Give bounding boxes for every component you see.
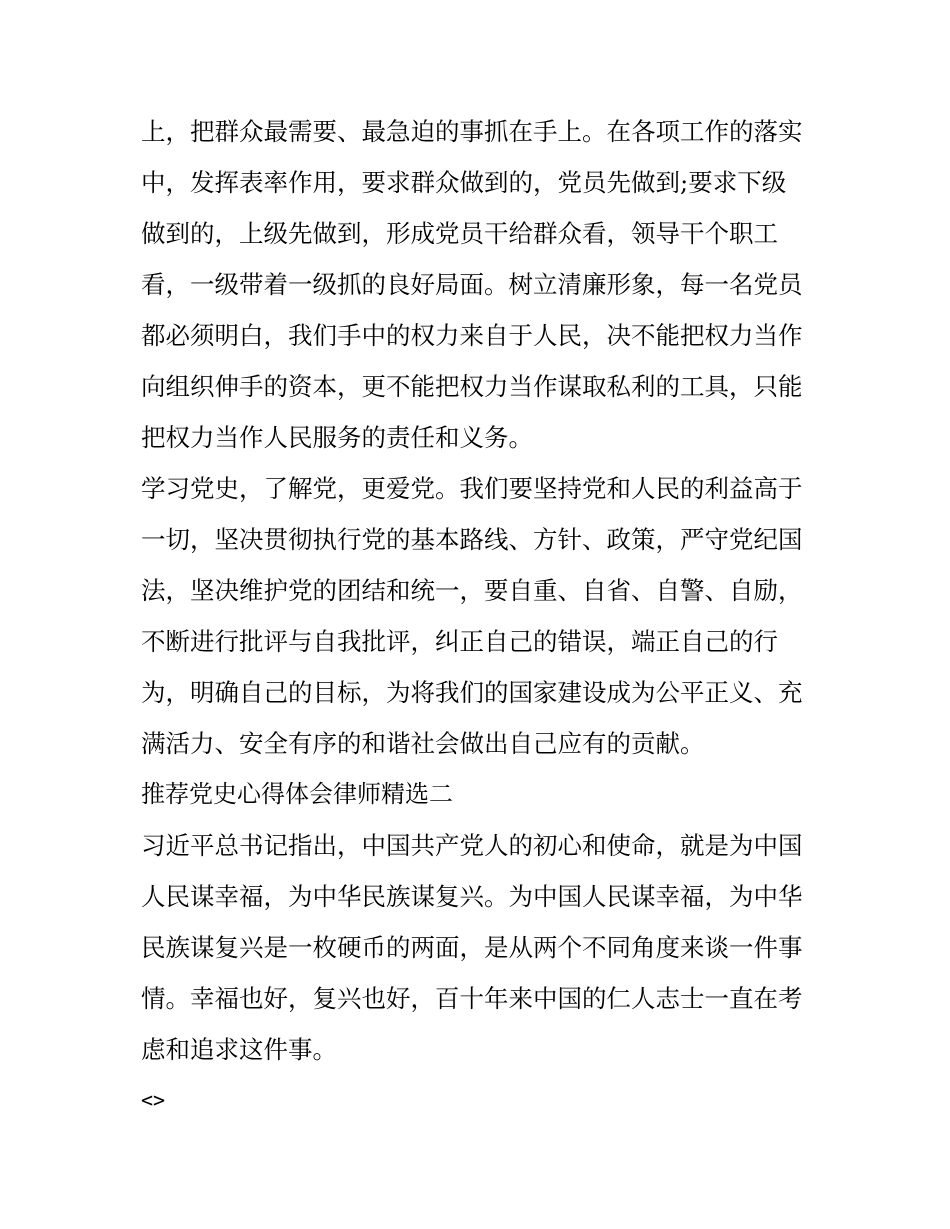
paragraph-line: 向组织伸手的资本，更不能把权力当作谋取私利的工具，只能 (141, 372, 803, 401)
paragraph-line: 法，坚决维护党的团结和统一，要自重、自省、自警、自励， (141, 576, 803, 605)
paragraph-line: 上，把群众最需要、最急迫的事抓在手上。在各项工作的落实 (141, 117, 803, 146)
paragraph-line: 人民谋幸福，为中华民族谋复兴。为中国人民谋幸福，为中华 (141, 882, 803, 911)
paragraph-line: 满活力、安全有序的和谐社会做出自己应有的贡献。 (141, 729, 705, 758)
paragraph-line: 做到的，上级先做到，形成党员干给群众看，领导干个职工 (141, 219, 778, 248)
paragraph-line: 虑和追求这件事。 (141, 1035, 337, 1064)
paragraph-line: 中，发挥表率作用，要求群众做到的，党员先做到;要求下级 (141, 168, 787, 197)
paragraph-line: 学习党史，了解党，更爱党。我们要坚持党和人民的利益高于 (141, 474, 803, 503)
section-heading: 推荐党史心得体会律师精选二 (141, 780, 453, 808)
paragraph-line: 习近平总书记指出，中国共产党人的初心和使命，就是为中国 (141, 831, 803, 860)
paragraph-line: 都必须明白，我们手中的权力来自于人民，决不能把权力当作 (141, 321, 803, 350)
paragraph-line: 为，明确自己的目标，为将我们的国家建设成为公平正义、充 (141, 678, 803, 707)
paragraph-line: 把权力当作人民服务的责任和义务。 (141, 423, 533, 452)
paragraph-line: 不断进行批评与自我批评，纠正自己的错误，端正自己的行 (141, 627, 778, 656)
paragraph-line: 看，一级带着一级抓的良好局面。树立清廉形象，每一名党员 (141, 270, 803, 299)
document-body (141, 106, 811, 1126)
paragraph-line: 民族谋复兴是一枚硬币的两面，是从两个不同角度来谈一件事 (141, 933, 803, 962)
paragraph-line: 一切，坚决贯彻执行党的基本路线、方针、政策，严守党纪国 (141, 525, 803, 554)
paragraph-line: 情。幸福也好，复兴也好，百十年来中国的仁人志士一直在考 (141, 984, 803, 1013)
angle-bracket-marker: <> (141, 1088, 166, 1112)
